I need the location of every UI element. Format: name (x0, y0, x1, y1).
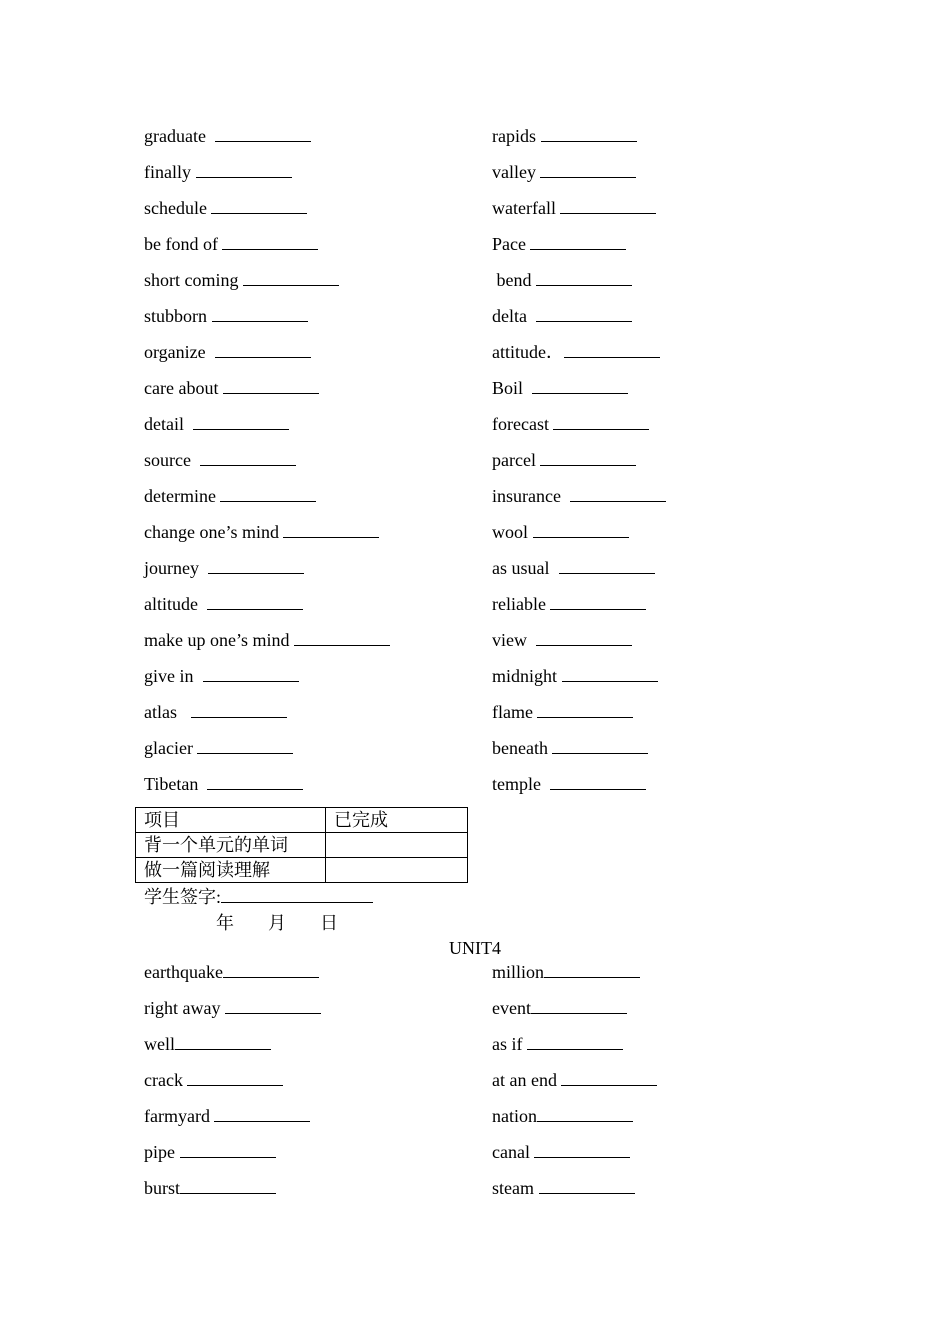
answer-blank[interactable] (223, 378, 319, 394)
vocab-word: canal (492, 1142, 535, 1162)
signature-blank (221, 886, 373, 903)
vocab-item (492, 630, 666, 666)
vocab-word: stubborn (144, 306, 212, 326)
vocab-item (144, 342, 390, 378)
vocab-item (144, 962, 321, 998)
vocab-word: altitude (144, 594, 207, 614)
vocab-word: organize (144, 342, 215, 362)
vocab-word: waterfall (492, 198, 561, 218)
vocab-item (144, 234, 390, 270)
vocab-item (144, 126, 390, 162)
vocab-list (144, 962, 321, 1214)
vocab-item (144, 594, 390, 630)
vocab-word: as if (492, 1034, 527, 1054)
vocab-word: million (492, 962, 545, 982)
section1-right-column (492, 126, 666, 810)
date-line (216, 912, 338, 934)
vocab-word: change one’s mind (144, 522, 284, 542)
vocab-word: valley (492, 162, 541, 182)
answer-blank[interactable] (562, 666, 658, 682)
answer-blank[interactable] (214, 1106, 310, 1122)
vocab-word: pipe (144, 1142, 180, 1162)
vocab-list (144, 126, 390, 810)
answer-blank[interactable] (207, 774, 303, 790)
vocab-list (492, 962, 657, 1214)
answer-blank[interactable] (550, 594, 646, 610)
vocab-word: at an end (492, 1070, 562, 1090)
vocab-item (144, 1034, 321, 1070)
answer-blank[interactable] (536, 270, 632, 286)
answer-blank[interactable] (294, 630, 390, 646)
vocab-word: Boil (492, 378, 533, 398)
vocab-word: Tibetan (144, 774, 208, 794)
table-cell: 做一篇阅读理解 (136, 858, 326, 883)
answer-blank[interactable] (211, 198, 307, 214)
answer-blank[interactable] (220, 486, 316, 502)
answer-blank[interactable] (243, 270, 339, 286)
student-signature (144, 886, 373, 908)
answer-blank[interactable] (175, 1034, 271, 1050)
vocab-item (492, 594, 666, 630)
vocab-item (492, 126, 666, 162)
vocab-item (144, 486, 390, 522)
vocab-word: give in (144, 666, 203, 686)
vocab-item (492, 558, 666, 594)
vocab-word: burst (144, 1178, 180, 1198)
answer-blank[interactable] (197, 738, 293, 754)
unit-title: UNIT4 (449, 938, 501, 958)
vocab-item (144, 1178, 321, 1214)
vocab-word: atlas (144, 702, 191, 722)
vocab-word: wool (492, 522, 533, 542)
vocab-item (492, 378, 666, 414)
vocab-item (144, 702, 390, 738)
answer-blank[interactable] (544, 962, 640, 978)
vocab-word: earthquake (144, 962, 223, 982)
vocab-item (144, 378, 390, 414)
vocab-item (492, 342, 666, 378)
vocab-item (144, 450, 390, 486)
vocab-word: determine (144, 486, 221, 506)
vocab-word: delta (492, 306, 536, 326)
answer-blank[interactable] (180, 1142, 276, 1158)
vocab-word: midnight (492, 666, 562, 686)
answer-blank[interactable] (180, 1178, 276, 1194)
answer-blank[interactable] (533, 522, 629, 538)
vocab-item (492, 162, 666, 198)
answer-blank[interactable] (537, 702, 633, 718)
vocab-item (492, 962, 657, 998)
vocab-item (492, 774, 666, 810)
section1-left-column (144, 126, 390, 810)
vocab-item (492, 1178, 657, 1214)
vocab-item (144, 666, 390, 702)
answer-blank[interactable] (532, 378, 628, 394)
vocab-word: Pace (492, 234, 531, 254)
vocab-item (144, 270, 390, 306)
table-row (136, 833, 468, 858)
vocab-word: farmyard (144, 1106, 215, 1126)
vocab-item (144, 414, 390, 450)
vocab-item (492, 998, 657, 1034)
vocab-word: detail (144, 414, 193, 434)
month-label: 月 (268, 913, 286, 933)
table-header-cell: 项目 (136, 808, 326, 833)
answer-blank[interactable] (561, 1070, 657, 1086)
vocab-item (492, 414, 666, 450)
vocab-item (144, 738, 390, 774)
vocab-word: journey (144, 558, 208, 578)
table-cell (326, 833, 468, 858)
section2-right-column (492, 962, 657, 1214)
vocab-item (144, 162, 390, 198)
vocab-list (492, 126, 666, 810)
vocab-word: as usual (492, 558, 559, 578)
vocab-item (492, 198, 666, 234)
vocab-word: nation (492, 1106, 537, 1126)
vocab-word: make up one’s mind (144, 630, 294, 650)
table-header-row (136, 808, 468, 833)
vocab-item (144, 198, 390, 234)
answer-blank[interactable] (203, 666, 299, 682)
answer-blank[interactable] (191, 702, 287, 718)
vocab-word: reliable (492, 594, 551, 614)
answer-blank[interactable] (208, 558, 304, 574)
answer-blank[interactable] (541, 126, 637, 142)
vocab-item (144, 306, 390, 342)
answer-blank[interactable] (536, 306, 632, 322)
answer-blank[interactable] (531, 998, 627, 1014)
answer-blank[interactable] (540, 162, 636, 178)
vocab-word: rapids (492, 126, 541, 146)
answer-blank[interactable] (212, 306, 308, 322)
vocab-item (144, 774, 390, 810)
vocab-word: well (144, 1034, 175, 1054)
vocab-item (144, 630, 390, 666)
answer-blank[interactable] (553, 414, 649, 430)
day-label: 日 (320, 913, 338, 933)
vocab-item (144, 522, 390, 558)
vocab-word: schedule (144, 198, 212, 218)
vocab-item (492, 522, 666, 558)
vocab-item (492, 1142, 657, 1178)
answer-blank[interactable] (552, 738, 648, 754)
answer-blank[interactable] (215, 126, 311, 142)
vocab-item (144, 1106, 321, 1142)
answer-blank[interactable] (527, 1034, 623, 1050)
table-cell: 背一个单元的单词 (136, 833, 326, 858)
vocab-word: flame (492, 702, 538, 722)
section2-left-column (144, 962, 321, 1214)
answer-blank[interactable] (539, 1178, 635, 1194)
answer-blank[interactable] (560, 198, 656, 214)
vocab-word: short coming (144, 270, 243, 290)
vocab-word: source (144, 450, 200, 470)
vocab-item (492, 1070, 657, 1106)
answer-blank[interactable] (196, 162, 292, 178)
vocab-item (492, 450, 666, 486)
vocab-item (492, 702, 666, 738)
answer-blank[interactable] (225, 998, 321, 1014)
vocab-item (492, 486, 666, 522)
answer-blank[interactable] (540, 450, 636, 466)
answer-blank[interactable] (200, 450, 296, 466)
answer-blank[interactable] (207, 594, 303, 610)
vocab-word: parcel (492, 450, 541, 470)
vocab-item (144, 558, 390, 594)
vocab-item (492, 234, 666, 270)
vocab-word: graduate (144, 126, 215, 146)
answer-blank[interactable] (193, 414, 289, 430)
vocab-word: care about (144, 378, 223, 398)
vocab-word: steam (492, 1178, 539, 1198)
answer-blank[interactable] (283, 522, 379, 538)
vocab-word: attitude． (492, 342, 564, 362)
vocab-word: be fond of (144, 234, 223, 254)
vocab-word: event (492, 998, 531, 1018)
table-header-cell: 已完成 (326, 808, 468, 833)
vocab-item (492, 270, 666, 306)
vocab-item (492, 666, 666, 702)
answer-blank[interactable] (530, 234, 626, 250)
answer-blank[interactable] (223, 962, 319, 978)
table-cell (326, 858, 468, 883)
vocab-item (492, 1034, 657, 1070)
answer-blank[interactable] (534, 1142, 630, 1158)
vocab-word: beneath (492, 738, 553, 758)
answer-blank[interactable] (559, 558, 655, 574)
progress-table (135, 807, 468, 883)
signature-label: 学生签字: (144, 887, 222, 907)
answer-blank[interactable] (222, 234, 318, 250)
table-row (136, 858, 468, 883)
vocab-word: insurance (492, 486, 570, 506)
answer-blank[interactable] (537, 1106, 633, 1122)
answer-blank[interactable] (564, 342, 660, 358)
vocab-item (492, 1106, 657, 1142)
answer-blank[interactable] (536, 630, 632, 646)
vocab-word: forecast (492, 414, 554, 434)
vocab-word: bend (492, 270, 536, 290)
vocab-word: finally (144, 162, 196, 182)
vocab-item (144, 998, 321, 1034)
answer-blank[interactable] (550, 774, 646, 790)
vocab-word: right away (144, 998, 225, 1018)
answer-blank[interactable] (215, 342, 311, 358)
vocab-item (492, 306, 666, 342)
answer-blank[interactable] (187, 1070, 283, 1086)
vocab-word: view (492, 630, 536, 650)
vocab-word: glacier (144, 738, 198, 758)
year-label: 年 (216, 913, 234, 933)
vocab-item (492, 738, 666, 774)
vocab-item (144, 1070, 321, 1106)
vocab-item (144, 1142, 321, 1178)
vocab-word: crack (144, 1070, 188, 1090)
answer-blank[interactable] (570, 486, 666, 502)
vocab-word: temple (492, 774, 550, 794)
